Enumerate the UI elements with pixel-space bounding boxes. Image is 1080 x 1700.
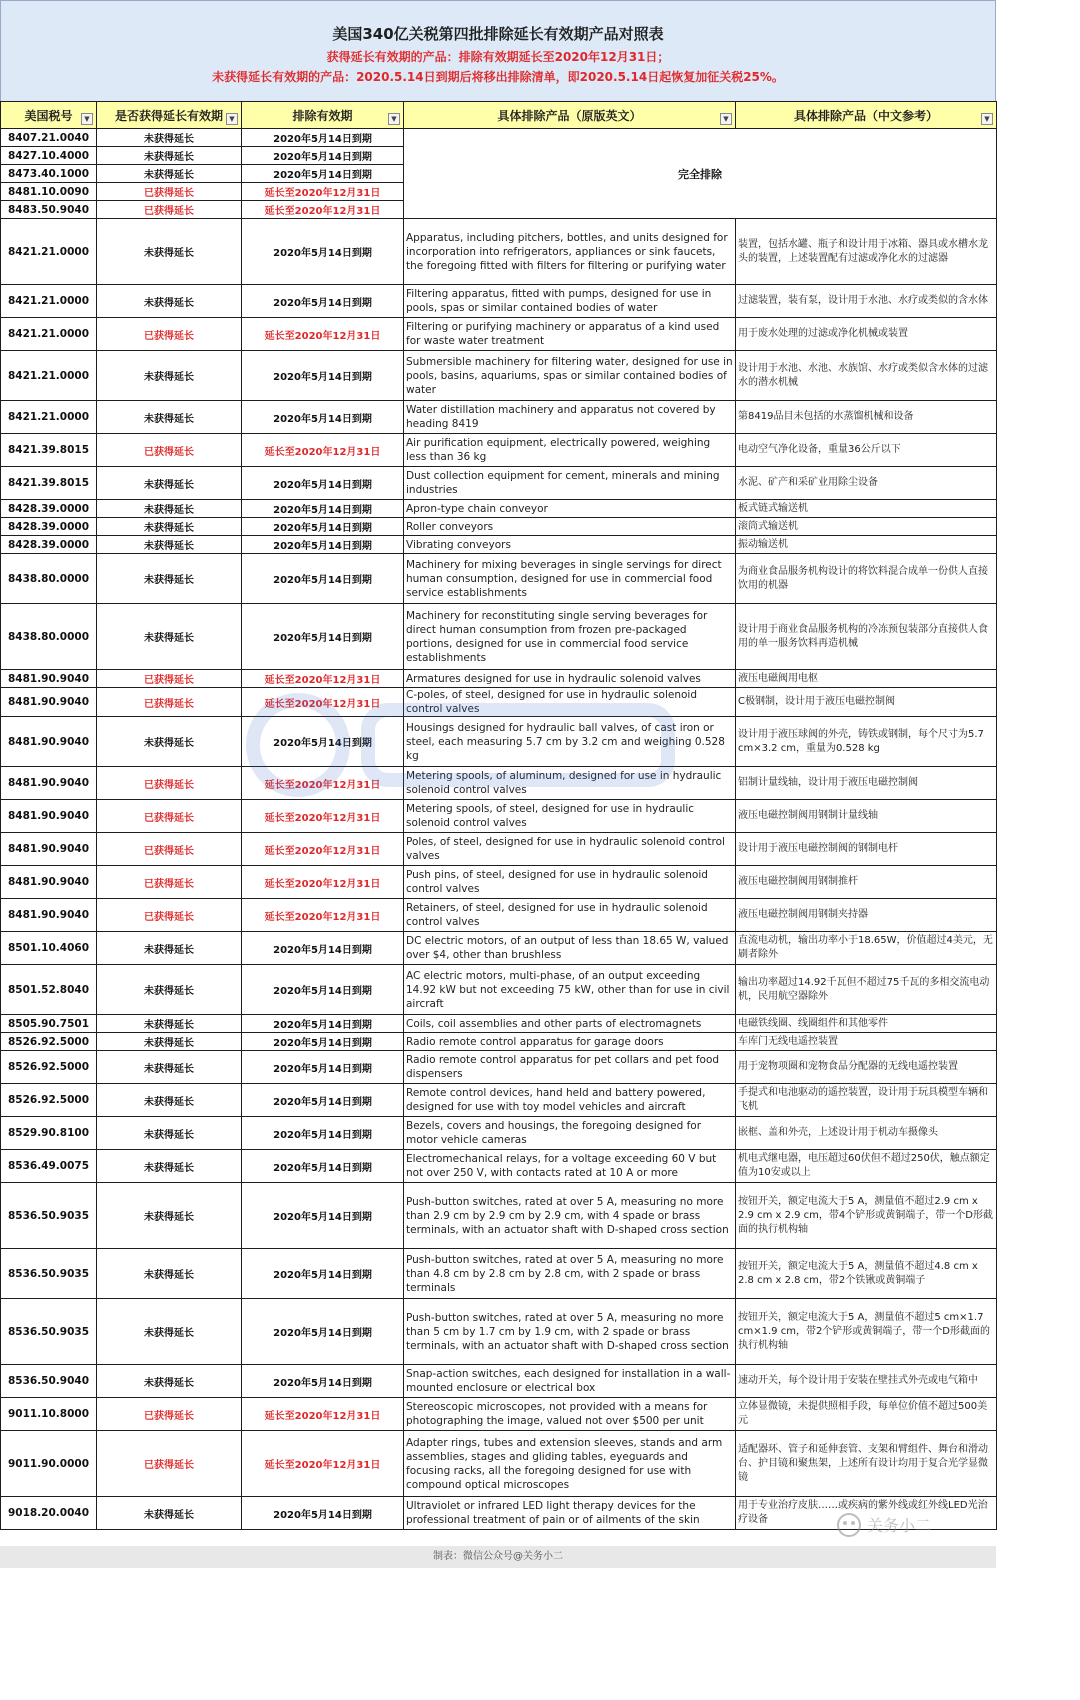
product-description-cn: 直流电动机，输出功率小于18.65W，价值超过4美元，无刷者除外 bbox=[736, 932, 997, 965]
product-description-en: Stereoscopic microscopes, not provided with a means for photographing the image, valued not over $500 per unit bbox=[404, 1398, 736, 1431]
tariff-code: 8483.50.9040 bbox=[1, 201, 97, 219]
extension-status: 已获得延长 bbox=[97, 899, 242, 932]
product-description-cn: 设计用于水池、水池、水族馆、水疗或类似含水体的过滤水的潜水机械 bbox=[736, 351, 997, 401]
extension-status: 已获得延长 bbox=[97, 201, 242, 219]
exclusion-expiry: 2020年5月14日到期 bbox=[242, 1033, 404, 1051]
extension-status: 未获得延长 bbox=[97, 1015, 242, 1033]
exclusion-expiry: 2020年5月14日到期 bbox=[242, 554, 404, 604]
column-header bbox=[242, 102, 404, 129]
tariff-code: 8473.40.1000 bbox=[1, 165, 97, 183]
product-description-cn: 电磁铁线圈、线圈组件和其他零件 bbox=[736, 1015, 997, 1033]
product-description-en: Vibrating conveyors bbox=[404, 536, 736, 554]
product-description-en: Air purification equipment, electrically powered, weighing less than 36 kg bbox=[404, 434, 736, 467]
product-description-en: Adapter rings, tubes and extension sleeves, stands and arm assemblies, stages and gliding tables, eyeguards and focusing racks, all the foregoing designed for use with compound optical microscopes bbox=[404, 1431, 736, 1497]
table-row bbox=[1, 688, 997, 717]
extension-status: 未获得延长 bbox=[97, 932, 242, 965]
product-description-en: Snap-action switches, each designed for installation in a wall-mounted enclosure or electrical box bbox=[404, 1365, 736, 1398]
extension-status: 未获得延长 bbox=[97, 129, 242, 147]
column-header-label: 具体排除产品（原版英文） bbox=[497, 108, 642, 123]
column-header bbox=[1, 102, 97, 129]
product-description-en: Bezels, covers and housings, the foregoing designed for motor vehicle cameras bbox=[404, 1117, 736, 1150]
product-description-cn: 设计用于液压电磁控制阀的钢制电杆 bbox=[736, 833, 997, 866]
product-description-en: Electromechanical relays, for a voltage exceeding 60 V but not over 250 V, with contacts rated at 10 A or more bbox=[404, 1150, 736, 1183]
product-description-en: Metering spools, of steel, designed for use in hydraulic solenoid control valves bbox=[404, 800, 736, 833]
exclusion-expiry: 2020年5月14日到期 bbox=[242, 1051, 404, 1084]
table-row bbox=[1, 318, 997, 351]
extension-status: 未获得延长 bbox=[97, 1117, 242, 1150]
tariff-code: 9011.10.8000 bbox=[1, 1398, 97, 1431]
table-row bbox=[1, 932, 997, 965]
product-description-en: Roller conveyors bbox=[404, 518, 736, 536]
tariff-code: 8428.39.0000 bbox=[1, 536, 97, 554]
tariff-code: 8421.21.0000 bbox=[1, 285, 97, 318]
tariff-code: 8407.21.0040 bbox=[1, 129, 97, 147]
product-description-en: Water distillation machinery and apparatus not covered by heading 8419 bbox=[404, 401, 736, 434]
table-row bbox=[1, 604, 997, 670]
exclusion-expiry: 延长至2020年12月31日 bbox=[242, 183, 404, 201]
exclusion-expiry: 2020年5月14日到期 bbox=[242, 219, 404, 285]
exclusion-expiry: 延长至2020年12月31日 bbox=[242, 800, 404, 833]
extension-status: 未获得延长 bbox=[97, 351, 242, 401]
product-description-en: Metering spools, of aluminum, designed for use in hydraulic solenoid control valves bbox=[404, 767, 736, 800]
exclusion-expiry: 2020年5月14日到期 bbox=[242, 351, 404, 401]
tariff-code: 8501.10.4060 bbox=[1, 932, 97, 965]
product-description-en: C-poles, of steel, designed for use in hydraulic solenoid control valves bbox=[404, 688, 736, 717]
extension-status: 未获得延长 bbox=[97, 147, 242, 165]
extension-status: 已获得延长 bbox=[97, 434, 242, 467]
extension-status: 未获得延长 bbox=[97, 717, 242, 767]
product-description-cn: 液压电磁控制阀用钢制计量线轴 bbox=[736, 800, 997, 833]
tariff-code: 8526.92.5000 bbox=[1, 1051, 97, 1084]
table-row bbox=[1, 1084, 997, 1117]
column-header bbox=[97, 102, 242, 129]
product-description-en: Remote control devices, hand held and battery powered, designed for use with toy model vehicles and aircraft bbox=[404, 1084, 736, 1117]
product-description-cn: 机电式继电器，电压超过60伏但不超过250伏，触点额定值为10安或以上 bbox=[736, 1150, 997, 1183]
product-description-cn: 装置，包括水罐、瓶子和设计用于冰箱、器具或水槽水龙头的装置，上述装置配有过滤或净化水的过滤器 bbox=[736, 219, 997, 285]
exclusion-expiry: 延长至2020年12月31日 bbox=[242, 688, 404, 717]
extension-status: 未获得延长 bbox=[97, 219, 242, 285]
product-description-cn: 铝制计量线轴，设计用于液压电磁控制阀 bbox=[736, 767, 997, 800]
table-row bbox=[1, 1033, 997, 1051]
table-row bbox=[1, 351, 997, 401]
exclusion-expiry: 2020年5月14日到期 bbox=[242, 717, 404, 767]
subtitle-extended: 获得延长有效期的产品：排除有效期延长至2020年12月31日； bbox=[326, 50, 670, 64]
extension-status: 未获得延长 bbox=[97, 536, 242, 554]
tariff-code: 8536.50.9035 bbox=[1, 1299, 97, 1365]
product-description-cn: 设计用于液压球阀的外壳，铸铁或钢制，每个尺寸为5.7 cm×3.2 cm，重量为0.528 kg bbox=[736, 717, 997, 767]
product-description-cn: 嵌框、盖和外壳，上述设计用于机动车摄像头 bbox=[736, 1117, 997, 1150]
extension-status: 未获得延长 bbox=[97, 1084, 242, 1117]
extension-status: 未获得延长 bbox=[97, 1183, 242, 1249]
product-description-cn: 液压电磁控制阀用钢制推杆 bbox=[736, 866, 997, 899]
exclusion-expiry: 2020年5月14日到期 bbox=[242, 518, 404, 536]
tariff-code: 8536.50.9040 bbox=[1, 1365, 97, 1398]
exclusion-expiry: 2020年5月14日到期 bbox=[242, 1497, 404, 1530]
exclusion-expiry: 2020年5月14日到期 bbox=[242, 285, 404, 318]
table-row bbox=[1, 866, 997, 899]
exclusion-expiry: 2020年5月14日到期 bbox=[242, 1365, 404, 1398]
exclusion-expiry: 2020年5月14日到期 bbox=[242, 604, 404, 670]
extension-status: 未获得延长 bbox=[97, 165, 242, 183]
exclusion-expiry: 延长至2020年12月31日 bbox=[242, 767, 404, 800]
product-description-en: Push-button switches, rated at over 5 A, measuring no more than 2.9 cm by 2.9 cm by 2.9 cm, with 4 spade or brass terminals, with an actuator shaft with D-shaped cross section bbox=[404, 1183, 736, 1249]
tariff-code: 8536.50.9035 bbox=[1, 1183, 97, 1249]
svg-text:关务小二: 关务小二 bbox=[867, 1516, 932, 1535]
extension-status: 已获得延长 bbox=[97, 767, 242, 800]
table-row bbox=[1, 1365, 997, 1398]
exclusion-expiry: 延长至2020年12月31日 bbox=[242, 434, 404, 467]
product-description-cn: 电动空气净化设备，重量36公斤以下 bbox=[736, 434, 997, 467]
product-description-cn: 水泥、矿产和采矿业用除尘设备 bbox=[736, 467, 997, 500]
product-description-en: Radio remote control apparatus for garage doors bbox=[404, 1033, 736, 1051]
exclusion-expiry: 2020年5月14日到期 bbox=[242, 165, 404, 183]
tariff-code: 8421.39.8015 bbox=[1, 467, 97, 500]
product-description-cn: 按钮开关，额定电流大于5 A，测量值不超过5 cm×1.7 cm×1.9 cm，带2个铲形或黄铜端子，带一个D形截面的执行机构轴 bbox=[736, 1299, 997, 1365]
exclusion-expiry: 延长至2020年12月31日 bbox=[242, 899, 404, 932]
footer-credit: 制表：微信公众号@关务小二 bbox=[0, 1546, 996, 1568]
table-row bbox=[1, 670, 997, 688]
table-row bbox=[1, 1150, 997, 1183]
extension-status: 未获得延长 bbox=[97, 554, 242, 604]
tariff-code: 8481.90.9040 bbox=[1, 899, 97, 932]
table-row bbox=[1, 1051, 997, 1084]
extension-status: 已获得延长 bbox=[97, 688, 242, 717]
exclusion-expiry: 2020年5月14日到期 bbox=[242, 1015, 404, 1033]
table-body bbox=[1, 129, 997, 1530]
product-description-en: Ultraviolet or infrared LED light therapy devices for the professional treatment of pain or of ailments of the skin bbox=[404, 1497, 736, 1530]
table-row bbox=[1, 401, 997, 434]
extension-status: 未获得延长 bbox=[97, 467, 242, 500]
tariff-code: 8421.21.0000 bbox=[1, 318, 97, 351]
column-header-label: 美国税号 bbox=[24, 108, 73, 123]
table-row bbox=[1, 554, 997, 604]
extension-status: 已获得延长 bbox=[97, 318, 242, 351]
tariff-code: 8421.21.0000 bbox=[1, 219, 97, 285]
exclusion-expiry: 延长至2020年12月31日 bbox=[242, 201, 404, 219]
product-description-en: Push-button switches, rated at over 5 A, measuring no more than 4.8 cm by 2.8 cm by 2.8 cm, with 2 spade or brass terminals bbox=[404, 1249, 736, 1299]
exclusion-expiry: 2020年5月14日到期 bbox=[242, 1084, 404, 1117]
table-row bbox=[1, 717, 997, 767]
extension-status: 未获得延长 bbox=[97, 518, 242, 536]
exclusion-expiry: 延长至2020年12月31日 bbox=[242, 866, 404, 899]
extension-status: 未获得延长 bbox=[97, 1051, 242, 1084]
tariff-code: 8536.49.0075 bbox=[1, 1150, 97, 1183]
column-header bbox=[736, 102, 997, 129]
extension-status: 未获得延长 bbox=[97, 604, 242, 670]
table-row bbox=[1, 129, 997, 147]
extension-status: 未获得延长 bbox=[97, 1299, 242, 1365]
product-description-cn: 用于宠物项圈和宠物食品分配器的无线电遥控装置 bbox=[736, 1051, 997, 1084]
product-description-en: Retainers, of steel, designed for use in hydraulic solenoid control valves bbox=[404, 899, 736, 932]
product-description-cn: 车库门无线电遥控装置 bbox=[736, 1033, 997, 1051]
table-row bbox=[1, 219, 997, 285]
product-description-cn: 输出功率超过14.92千瓦但不超过75千瓦的多相交流电动机，民用航空器除外 bbox=[736, 965, 997, 1015]
product-description-en: Machinery for mixing beverages in single servings for direct human consumption, designed for use in commercial food service establishments bbox=[404, 554, 736, 604]
subtitle-not-extended: 未获得延长有效期的产品：2020.5.14日到期后将移出排除清单，即2020.5.14日起恢复加征关税25%。 bbox=[212, 70, 784, 84]
tariff-code: 8481.90.9040 bbox=[1, 767, 97, 800]
exclusion-expiry: 延长至2020年12月31日 bbox=[242, 1398, 404, 1431]
tariff-code: 8438.80.0000 bbox=[1, 604, 97, 670]
product-description-en: Radio remote control apparatus for pet collars and pet food dispensers bbox=[404, 1051, 736, 1084]
filter-dropdown-icon[interactable]: ▼ bbox=[81, 113, 93, 125]
tariff-code: 8481.90.9040 bbox=[1, 866, 97, 899]
product-description-en: Submersible machinery for filtering water, designed for use in pools, basins, aquariums, spas or similar contained bodies of water bbox=[404, 351, 736, 401]
table-row bbox=[1, 500, 997, 518]
product-description-cn: 按钮开关，额定电流大于5 A，测量值不超过2.9 cm x 2.9 cm x 2.9 cm，带4个铲形或黄铜端子，带一个D形截面的执行机构轴 bbox=[736, 1183, 997, 1249]
table-row bbox=[1, 965, 997, 1015]
product-description-cn: 液压电磁阀用电枢 bbox=[736, 670, 997, 688]
product-description-cn: 用于废水处理的过滤或净化机械或装置 bbox=[736, 318, 997, 351]
tariff-code: 8481.10.0090 bbox=[1, 183, 97, 201]
table-row bbox=[1, 1249, 997, 1299]
extension-status: 已获得延长 bbox=[97, 1398, 242, 1431]
product-description-en: Machinery for reconstituting single serving beverages for direct human consumption from frozen pre-packaged portions, designed for use in commercial food service establishments bbox=[404, 604, 736, 670]
column-header-label: 是否获得延长有效期 bbox=[114, 108, 223, 123]
product-description-cn: C极钢制，设计用于液压电磁控制阀 bbox=[736, 688, 997, 717]
product-description-en: Poles, of steel, designed for use in hydraulic solenoid control valves bbox=[404, 833, 736, 866]
table-row bbox=[1, 1299, 997, 1365]
product-description-en: Coils, coil assemblies and other parts of electromagnets bbox=[404, 1015, 736, 1033]
tariff-code: 8427.10.4000 bbox=[1, 147, 97, 165]
extension-status: 已获得延长 bbox=[97, 833, 242, 866]
extension-status: 已获得延长 bbox=[97, 1431, 242, 1497]
product-description-en: Push-button switches, rated at over 5 A, measuring no more than 5 cm by 1.7 cm by 1.9 cm, with 2 spade or brass terminals, with an actuator shaft with D-shaped cross section bbox=[404, 1299, 736, 1365]
exclusion-expiry: 2020年5月14日到期 bbox=[242, 536, 404, 554]
product-description-en: AC electric motors, multi-phase, of an output exceeding 14.92 kW but not exceeding 75 kW, other than for use in civil aircraft bbox=[404, 965, 736, 1015]
product-description-cn: 板式链式输送机 bbox=[736, 500, 997, 518]
column-header bbox=[404, 102, 736, 129]
tariff-code: 8536.50.9035 bbox=[1, 1249, 97, 1299]
exclusion-expiry: 2020年5月14日到期 bbox=[242, 932, 404, 965]
extension-status: 已获得延长 bbox=[97, 800, 242, 833]
extension-status: 未获得延长 bbox=[97, 1365, 242, 1398]
extension-status: 未获得延长 bbox=[97, 1150, 242, 1183]
table-row bbox=[1, 467, 997, 500]
tariff-code: 8438.80.0000 bbox=[1, 554, 97, 604]
extension-status: 已获得延长 bbox=[97, 183, 242, 201]
tariff-code: 8526.92.5000 bbox=[1, 1033, 97, 1051]
product-description-cn: 第8419品目未包括的水蒸馏机械和设备 bbox=[736, 401, 997, 434]
table-row bbox=[1, 285, 997, 318]
product-description-cn: 振动输送机 bbox=[736, 536, 997, 554]
product-description-cn: 为商业食品服务机构设计的将饮料混合成单一份供人直接饮用的机器 bbox=[736, 554, 997, 604]
product-description-cn: 手提式和电池驱动的遥控装置，设计用于玩具模型车辆和飞机 bbox=[736, 1084, 997, 1117]
filter-dropdown-icon[interactable]: ▼ bbox=[388, 113, 400, 125]
tariff-code: 8481.90.9040 bbox=[1, 688, 97, 717]
extension-status: 已获得延长 bbox=[97, 670, 242, 688]
title-banner bbox=[0, 0, 996, 102]
tariff-code: 8505.90.7501 bbox=[1, 1015, 97, 1033]
product-description-cn: 设计用于商业食品服务机构的冷冻预包装部分直接供人食用的单一服务饮料再造机械 bbox=[736, 604, 997, 670]
exclusion-expiry: 延长至2020年12月31日 bbox=[242, 670, 404, 688]
product-description-cn: 液压电磁控制阀用钢制夹持器 bbox=[736, 899, 997, 932]
tariff-code: 8421.21.0000 bbox=[1, 401, 97, 434]
extension-status: 未获得延长 bbox=[97, 1033, 242, 1051]
tariff-code: 8501.52.8040 bbox=[1, 965, 97, 1015]
table-row bbox=[1, 899, 997, 932]
product-description-en: Housings designed for hydraulic ball valves, of cast iron or steel, each measuring 5.7 cm by 3.2 cm and weighing 0.528 kg bbox=[404, 717, 736, 767]
exclusion-expiry: 延长至2020年12月31日 bbox=[242, 1431, 404, 1497]
product-description-en: Dust collection equipment for cement, minerals and mining industries bbox=[404, 467, 736, 500]
extension-status: 未获得延长 bbox=[97, 1249, 242, 1299]
product-description-cn: 用于专业治疗皮肤……或疾病的紫外线或红外线LED光治疗设备 bbox=[736, 1497, 997, 1530]
product-description-cn: 适配器环、管子和延伸套管、支架和臂组件、舞台和滑动台、护目镜和聚焦架，上述所有设计均用于复合光学显微镜 bbox=[736, 1431, 997, 1497]
exclusion-expiry: 延长至2020年12月31日 bbox=[242, 833, 404, 866]
product-description-cn: 速动开关，每个设计用于安装在壁挂式外壳或电气箱中 bbox=[736, 1365, 997, 1398]
filter-dropdown-icon[interactable]: ▼ bbox=[226, 113, 238, 125]
filter-dropdown-icon[interactable]: ▼ bbox=[720, 113, 732, 125]
exclusion-expiry: 2020年5月14日到期 bbox=[242, 467, 404, 500]
table-row bbox=[1, 1015, 997, 1033]
page-title: 美国340亿关税第四批排除延长有效期产品对照表 bbox=[332, 25, 664, 43]
product-description-cn: 按钮开关，额定电流大于5 A，测量值不超过4.8 cm x 2.8 cm x 2.8 cm，带2个铁锹或黄铜端子 bbox=[736, 1249, 997, 1299]
exclusion-expiry: 延长至2020年12月31日 bbox=[242, 318, 404, 351]
table-row bbox=[1, 1497, 997, 1530]
product-description-cn: 立体显微镜，未提供照相手段，每单位价值不超过500美元 bbox=[736, 1398, 997, 1431]
product-description-en: Filtering apparatus, fitted with pumps, designed for use in pools, spas or similar contained bodies of water bbox=[404, 285, 736, 318]
table-row bbox=[1, 833, 997, 866]
product-description-en: Armatures designed for use in hydraulic solenoid valves bbox=[404, 670, 736, 688]
tariff-code: 8428.39.0000 bbox=[1, 518, 97, 536]
exclusion-expiry: 2020年5月14日到期 bbox=[242, 401, 404, 434]
exclusion-expiry: 2020年5月14日到期 bbox=[242, 1299, 404, 1365]
tariff-code: 9018.20.0040 bbox=[1, 1497, 97, 1530]
product-description-en: Push pins, of steel, designed for use in hydraulic solenoid control valves bbox=[404, 866, 736, 899]
extension-status: 未获得延长 bbox=[97, 500, 242, 518]
table-row bbox=[1, 800, 997, 833]
exclusion-expiry: 2020年5月14日到期 bbox=[242, 1249, 404, 1299]
product-description-en: Apron-type chain conveyor bbox=[404, 500, 736, 518]
filter-dropdown-icon[interactable]: ▼ bbox=[981, 113, 993, 125]
table-row bbox=[1, 434, 997, 467]
table-row bbox=[1, 1117, 997, 1150]
exclusion-expiry: 2020年5月14日到期 bbox=[242, 965, 404, 1015]
exclusion-expiry: 2020年5月14日到期 bbox=[242, 129, 404, 147]
tariff-code: 8481.90.9040 bbox=[1, 800, 97, 833]
table-row bbox=[1, 767, 997, 800]
full-exclusion-label: 完全排除 bbox=[404, 129, 997, 219]
table-row bbox=[1, 518, 997, 536]
tariff-code: 9011.90.0000 bbox=[1, 1431, 97, 1497]
extension-status: 未获得延长 bbox=[97, 965, 242, 1015]
product-description-en: Apparatus, including pitchers, bottles, and units designed for incorporation into refrigerators, appliances or sink faucets, the foregoing fitted with filters for filtering or purifying water bbox=[404, 219, 736, 285]
tariff-code: 8526.92.5000 bbox=[1, 1084, 97, 1117]
exclusion-table bbox=[0, 101, 997, 1530]
column-header-label: 具体排除产品（中文参考） bbox=[793, 108, 938, 123]
exclusion-expiry: 2020年5月14日到期 bbox=[242, 147, 404, 165]
tariff-code: 8481.90.9040 bbox=[1, 670, 97, 688]
tariff-code: 8481.90.9040 bbox=[1, 717, 97, 767]
tariff-code: 8481.90.9040 bbox=[1, 833, 97, 866]
extension-status: 未获得延长 bbox=[97, 1497, 242, 1530]
tariff-code: 8529.90.8100 bbox=[1, 1117, 97, 1150]
exclusion-expiry: 2020年5月14日到期 bbox=[242, 1183, 404, 1249]
tariff-code: 8428.39.0000 bbox=[1, 500, 97, 518]
product-description-en: DC electric motors, of an output of less than 18.65 W, valued over $4, other than brushless bbox=[404, 932, 736, 965]
extension-status: 已获得延长 bbox=[97, 866, 242, 899]
table-row bbox=[1, 1183, 997, 1249]
product-description-cn: 滚筒式输送机 bbox=[736, 518, 997, 536]
tariff-code: 8421.39.8015 bbox=[1, 434, 97, 467]
product-description-cn: 过滤装置，装有泵，设计用于水池、水疗或类似的含水体 bbox=[736, 285, 997, 318]
exclusion-expiry: 2020年5月14日到期 bbox=[242, 1117, 404, 1150]
table-row bbox=[1, 1431, 997, 1497]
exclusion-expiry: 2020年5月14日到期 bbox=[242, 500, 404, 518]
product-description-en: Filtering or purifying machinery or apparatus of a kind used for waste water treatment bbox=[404, 318, 736, 351]
tariff-code: 8421.21.0000 bbox=[1, 351, 97, 401]
table-row bbox=[1, 1398, 997, 1431]
table-row bbox=[1, 536, 997, 554]
extension-status: 未获得延长 bbox=[97, 401, 242, 434]
extension-status: 未获得延长 bbox=[97, 285, 242, 318]
column-header-label: 排除有效期 bbox=[292, 108, 353, 123]
exclusion-expiry: 2020年5月14日到期 bbox=[242, 1150, 404, 1183]
column-header-row bbox=[1, 102, 997, 129]
